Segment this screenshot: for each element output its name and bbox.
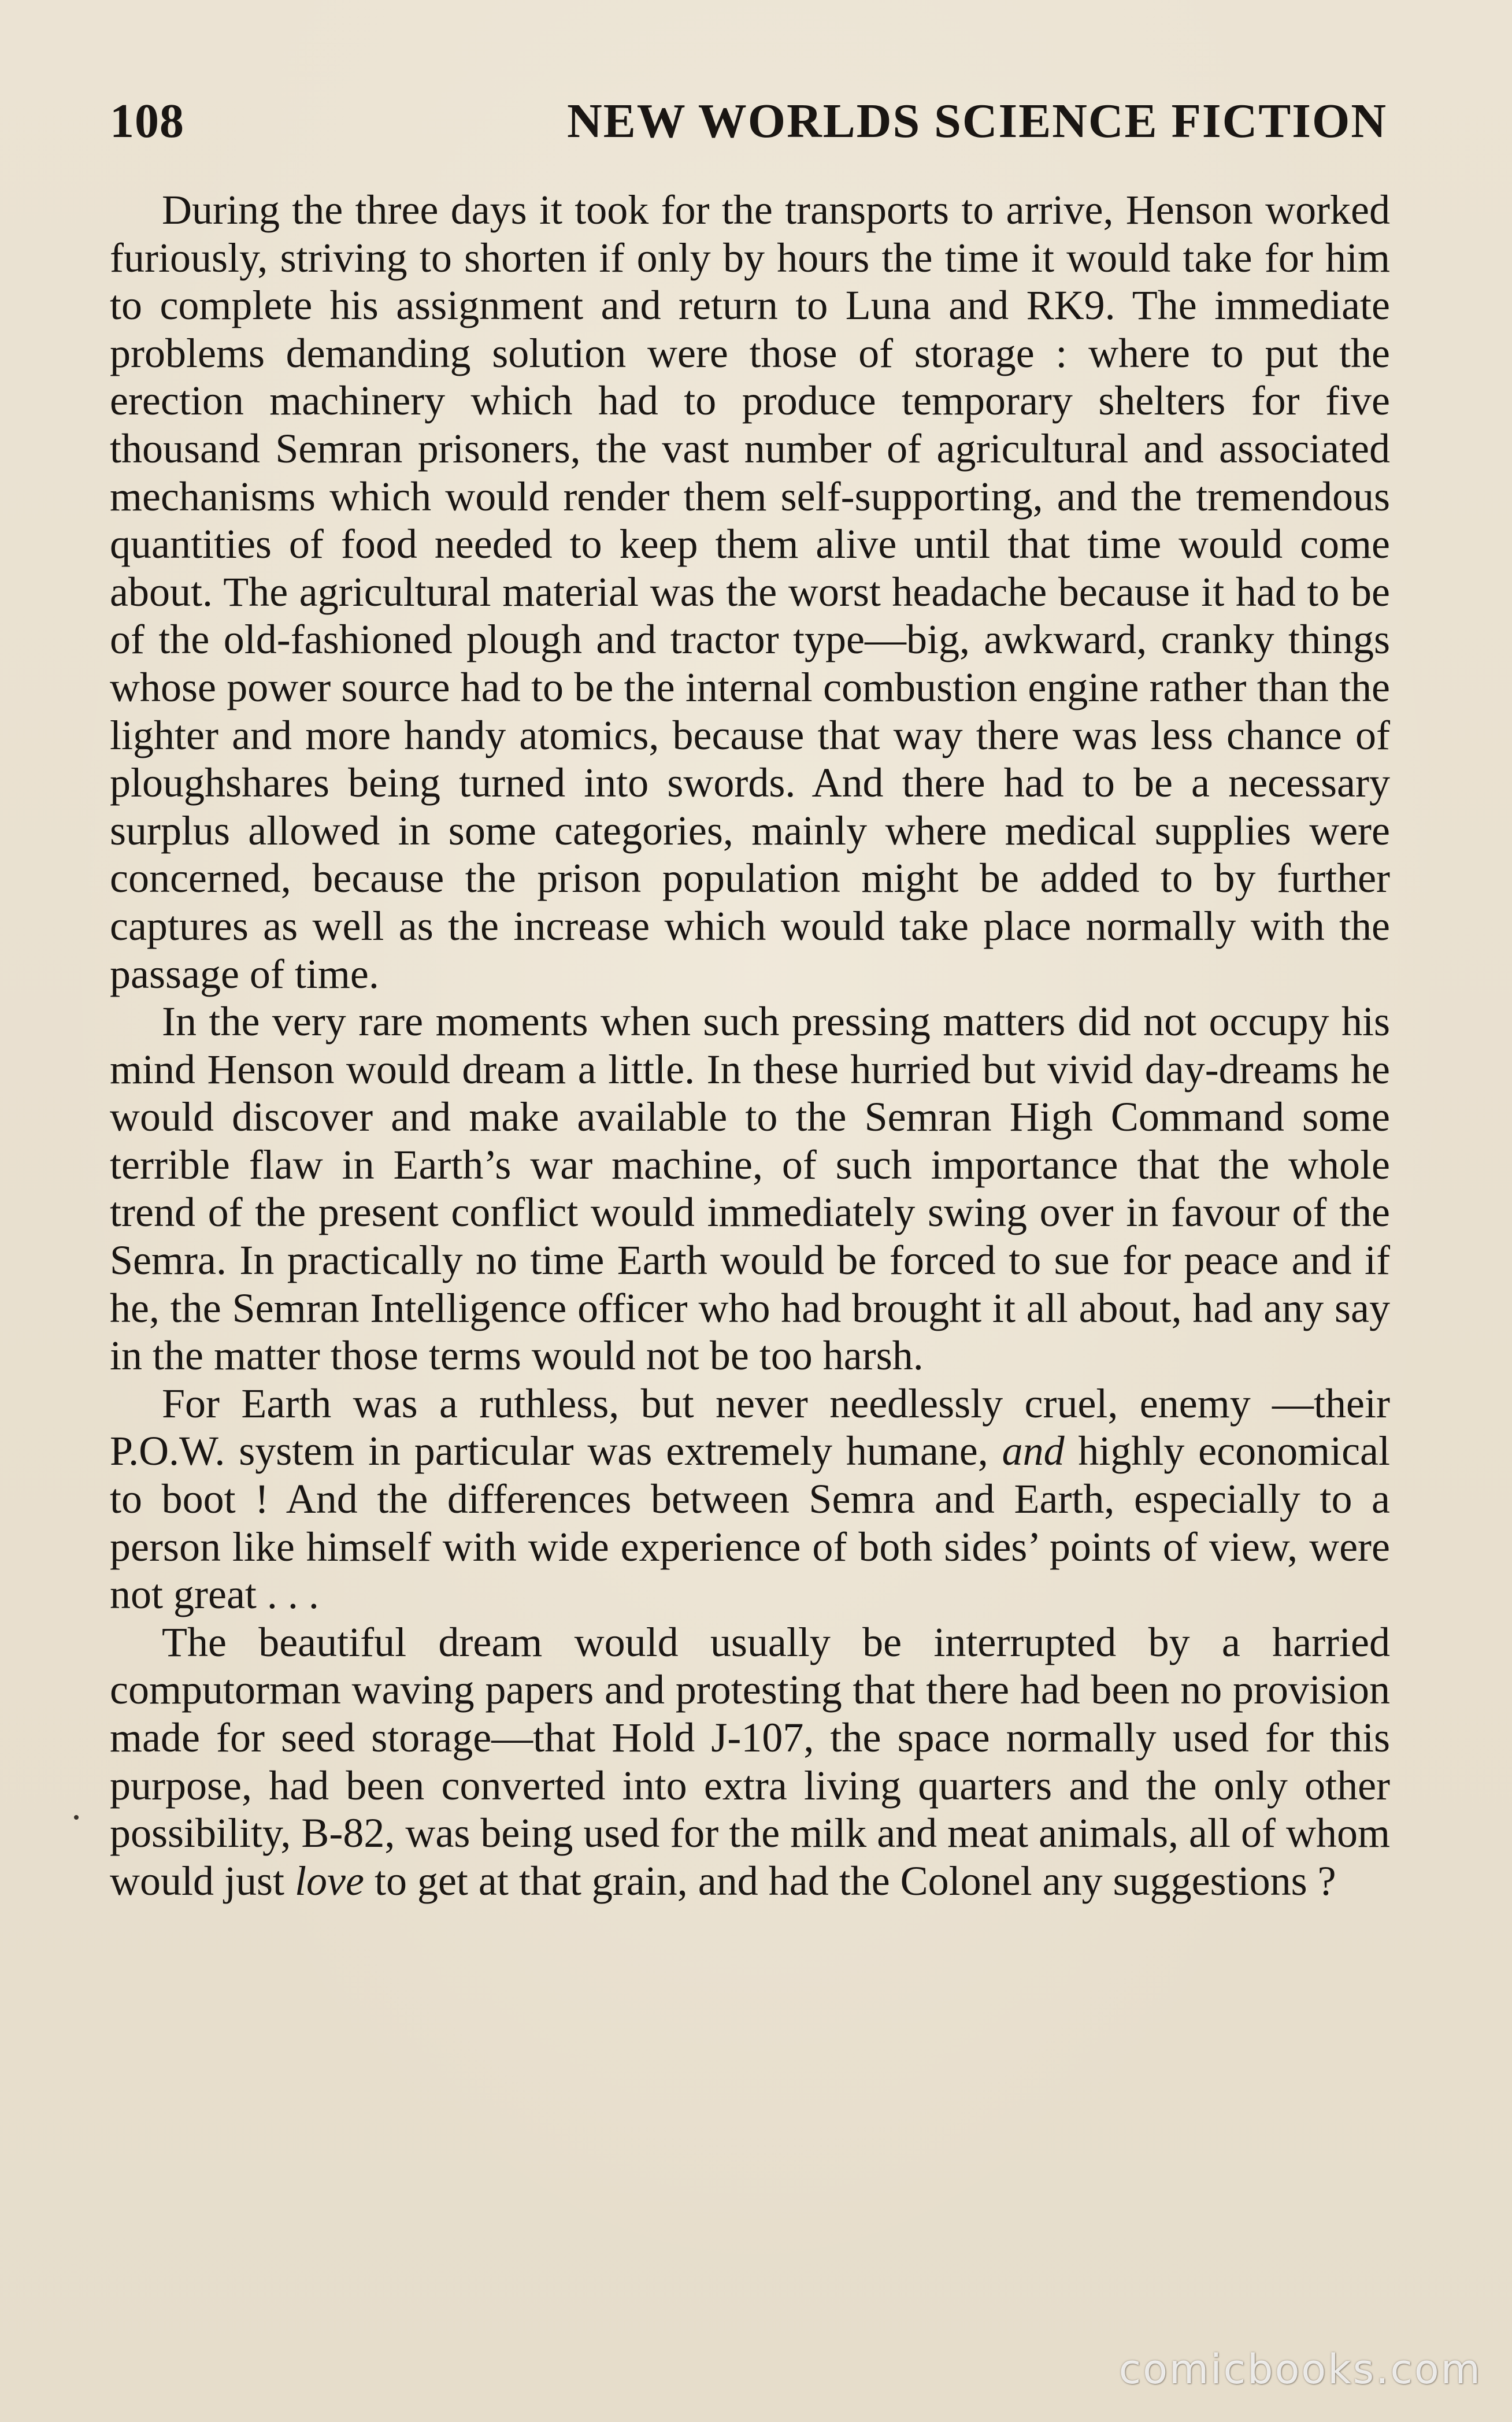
paragraph-day-dreams: In the very rare moments when such pressing matters did not occupy his mind Henson would dream a little. In these hurried but vivid day-dreams he would discover and make available to the Semran High Command some terrible flaw in Earth’s war machine, of such importance that the whole trend of the present conflict would immediately swing over in favour of the Semra. In practically no time Earth would be forced to sue for peace and if he, the Semran Intelligence officer who had brought it all about, had any say in the matter those terms would not be too harsh. [110, 998, 1390, 1379]
emphasis-love: love [295, 1857, 364, 1904]
body-text [110, 186, 1390, 1905]
emphasis-and: and [1002, 1428, 1065, 1475]
paragraph-text: to get at that grain, and had the Colonel any suggestions ? [364, 1857, 1336, 1904]
site-watermark: comicbooks.com [1118, 2346, 1482, 2393]
print-speck [74, 1815, 79, 1820]
running-head [110, 87, 1387, 156]
paragraph-ruthless-enemy [110, 1380, 1390, 1619]
paragraph-text: highly economical to boot ! And the differences between Semra and Earth, especially to a person like himself with wide experience of both sides’ points of view, were not great . . . [110, 1428, 1390, 1618]
paragraph-transports: During the three days it took for the transports to arrive, Henson worked furiously, striving to shorten if only by hours the time it would take for him to complete his assignment and return to Luna and RK9. The immediate problems demanding solution were those of storage : where to put the erection machinery which had to produce temporary shelters for five thousand Semran prisoners, the vast number of agricultural and associated mechanisms which would render them self-supporting, and the tremendous quantities of food needed to keep them alive until that time would come about. The agricultural material was the worst headache because it had to be of the old-fashioned plough and tractor type—big, awkward, cranky things whose power source had to be the internal combustion engine rather than the lighter and more handy atomics, because that way there was less chance of ploughshares being turned into swords. And there had to be a necessary surplus allowed in some categories, mainly where medical supplies were concerned, because the prison population might be added to by further captures as well as the increase which would take place normally with the passage of time. [110, 187, 1390, 997]
paragraph-text: The beautiful dream would usually be interrupted by a harried computorman waving papers and protesting that there had been no provision made for seed storage—that Hold J-107, the space normally used for this purpose, had been converted into extra living quarters and the only other possibility, B-82, was being used for the milk and meat animals, all of whom would just [110, 1619, 1390, 1904]
publication-title: NEW WORLDS SCIENCE FICTION [567, 94, 1387, 148]
paragraph-text: For Earth was a ruthless, but never needlessly cruel, enemy —their P.O.W. system in particular was extremely humane, [110, 1380, 1390, 1475]
paragraph-computorman [110, 1619, 1390, 1905]
page-number: 108 [110, 94, 184, 148]
